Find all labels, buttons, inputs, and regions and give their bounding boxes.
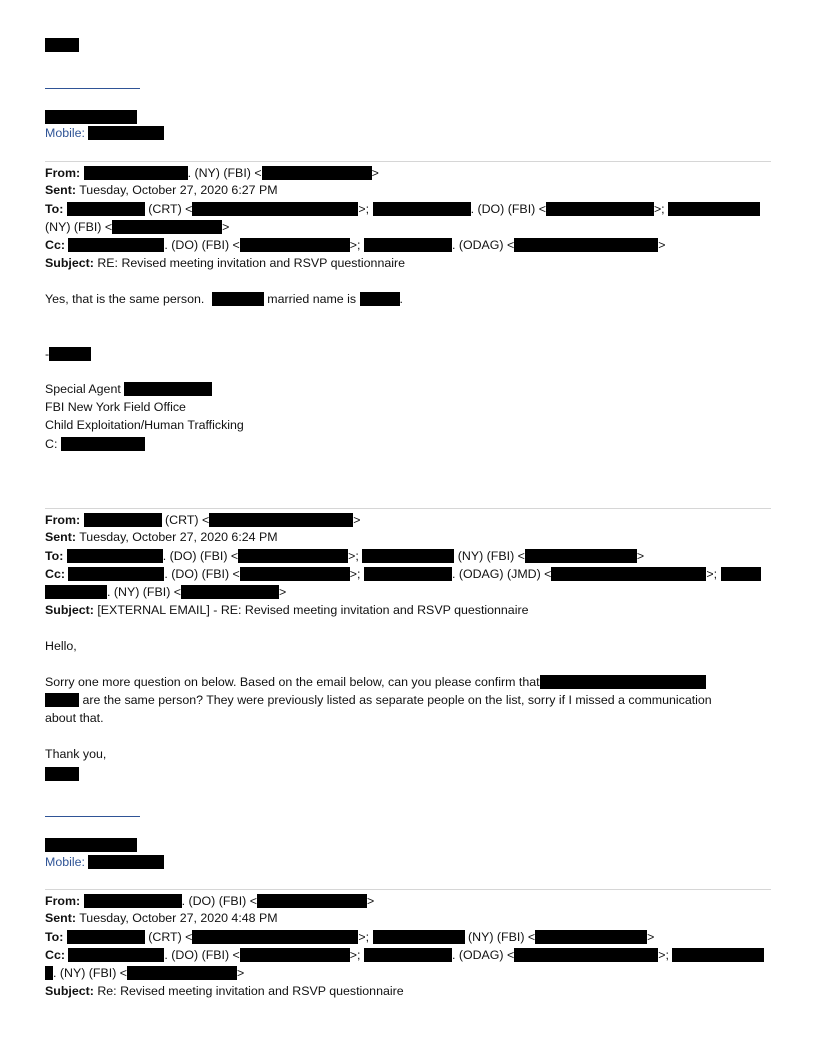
redaction xyxy=(209,513,353,527)
to-label: To: xyxy=(45,930,64,944)
subject-value: RE: Revised meeting invitation and RSVP questionnaire xyxy=(97,256,405,270)
redaction xyxy=(360,292,400,306)
cc-text: >; xyxy=(349,567,361,581)
signature-name-line xyxy=(45,347,91,362)
cc-text: . (NY) (FBI) < xyxy=(107,585,181,599)
from-line xyxy=(45,513,360,528)
from-label: From: xyxy=(45,166,81,180)
redaction xyxy=(514,238,658,252)
greeting: Hello, xyxy=(45,639,77,653)
to-line xyxy=(45,202,760,217)
redaction xyxy=(127,966,237,980)
bracket: > xyxy=(371,166,379,180)
redaction xyxy=(373,930,465,944)
redaction xyxy=(240,567,350,581)
redaction xyxy=(67,549,163,563)
cc-text: . (ODAG) < xyxy=(451,948,515,962)
to-text: > xyxy=(636,549,645,563)
to-text: . (DO) (FBI) < xyxy=(162,549,239,563)
to-text: > xyxy=(222,220,230,234)
redaction xyxy=(525,549,637,563)
subject-label: Subject: xyxy=(45,603,94,617)
signature-divider xyxy=(45,88,140,89)
to-text: >; xyxy=(653,202,665,216)
cc-line-continued xyxy=(45,585,286,600)
redaction xyxy=(45,767,79,781)
body-text: Sorry one more question on below. Based on the email below, can you please confirm that xyxy=(45,675,540,689)
to-label: To: xyxy=(45,549,64,563)
bracket: > xyxy=(366,894,375,908)
to-text: >; xyxy=(348,549,359,563)
redaction xyxy=(364,567,452,581)
redaction xyxy=(88,855,164,869)
cc-text: . (NY) (FBI) < xyxy=(53,966,127,980)
to-line xyxy=(45,549,644,564)
to-text: (NY) (FBI) < xyxy=(457,549,525,563)
cc-text: > xyxy=(658,238,666,252)
redaction xyxy=(49,347,91,361)
redaction xyxy=(535,930,647,944)
body-text: are the same person? They were previously listed as separate people on the list, sorry if I missed a communication xyxy=(82,693,712,707)
redaction xyxy=(546,202,654,216)
cc-line xyxy=(45,238,666,253)
from-suffix: . (NY) (FBI) < xyxy=(187,166,262,180)
redaction xyxy=(192,202,358,216)
redaction xyxy=(84,894,182,908)
to-text: > xyxy=(647,930,655,944)
signature-title xyxy=(45,382,212,397)
to-text: (CRT) < xyxy=(148,202,193,216)
to-text: (NY) (FBI) < xyxy=(45,220,113,234)
subject-line xyxy=(45,603,528,618)
redaction xyxy=(668,202,760,216)
sent-line xyxy=(45,911,278,926)
cc-text: >; xyxy=(349,948,361,962)
to-line xyxy=(45,930,654,945)
redaction xyxy=(88,126,164,140)
redaction xyxy=(67,930,145,944)
from-suffix: (CRT) < xyxy=(165,513,210,527)
redaction xyxy=(45,110,137,124)
redaction xyxy=(721,567,761,581)
signature-dash: - xyxy=(45,347,50,361)
closing: Thank you, xyxy=(45,747,107,761)
cc-text: > xyxy=(237,966,245,980)
sent-line xyxy=(45,183,278,198)
subject-value: [EXTERNAL EMAIL] - RE: Revised meeting invitation and RSVP questionnaire xyxy=(97,603,529,617)
redaction xyxy=(112,220,222,234)
redaction xyxy=(514,948,658,962)
to-text: >; xyxy=(358,202,370,216)
redaction xyxy=(551,567,706,581)
subject-line xyxy=(45,984,404,999)
redaction xyxy=(84,513,162,527)
cc-text: . (ODAG) < xyxy=(451,238,515,252)
redaction xyxy=(68,567,164,581)
redaction xyxy=(68,238,164,252)
subject-line xyxy=(45,256,405,271)
body-text: . xyxy=(399,292,403,306)
cc-text: . (DO) (FBI) < xyxy=(164,238,240,252)
redaction xyxy=(68,948,164,962)
subject-label: Subject: xyxy=(45,256,94,270)
signature-unit: Child Exploitation/Human Trafficking xyxy=(45,418,244,432)
mobile-line xyxy=(45,855,164,870)
header-separator xyxy=(45,889,771,890)
redaction xyxy=(373,202,471,216)
to-text: . (DO) (FBI) < xyxy=(470,202,546,216)
cc-text: >; xyxy=(706,567,718,581)
from-label: From: xyxy=(45,513,81,527)
redaction xyxy=(257,894,367,908)
signature-divider xyxy=(45,816,140,817)
body-line: about that. xyxy=(45,711,104,725)
from-label: From: xyxy=(45,894,81,908)
redaction xyxy=(362,549,454,563)
sent-label: Sent: xyxy=(45,911,76,925)
redaction xyxy=(672,948,764,962)
body-line xyxy=(45,292,403,307)
header-separator xyxy=(45,508,771,509)
subject-value: Re: Revised meeting invitation and RSVP questionnaire xyxy=(97,984,404,998)
sent-label: Sent: xyxy=(45,530,76,544)
redaction xyxy=(84,166,188,180)
cc-label: Cc: xyxy=(45,948,65,962)
cc-line-continued xyxy=(45,966,244,981)
redaction xyxy=(181,585,279,599)
body-line xyxy=(45,675,706,690)
cc-line xyxy=(45,567,761,582)
body-text: Yes, that is the same person. xyxy=(45,292,205,306)
redaction xyxy=(238,549,348,563)
from-suffix: . (DO) (FBI) < xyxy=(181,894,257,908)
redaction xyxy=(45,585,107,599)
redaction xyxy=(45,966,53,980)
mobile-label: Mobile: xyxy=(45,126,85,140)
redaction xyxy=(262,166,372,180)
bracket: > xyxy=(353,513,361,527)
cc-label: Cc: xyxy=(45,238,65,252)
body-text: married name is xyxy=(267,292,357,306)
to-line-continued xyxy=(45,220,229,235)
redaction xyxy=(45,693,79,707)
mobile-label: Mobile: xyxy=(45,855,85,869)
sent-value: Tuesday, October 27, 2020 6:27 PM xyxy=(79,183,278,197)
sent-line xyxy=(45,530,278,545)
cc-text: >; xyxy=(349,238,361,252)
to-text: >; xyxy=(358,930,370,944)
sent-value: Tuesday, October 27, 2020 6:24 PM xyxy=(79,530,278,544)
to-text: (NY) (FBI) < xyxy=(468,930,536,944)
to-label: To: xyxy=(45,202,64,216)
signature-cell-label: C: xyxy=(45,437,58,451)
from-line xyxy=(45,166,379,181)
cc-line xyxy=(45,948,764,963)
redaction xyxy=(212,292,264,306)
redaction xyxy=(45,838,137,852)
cc-text: . (DO) (FBI) < xyxy=(164,567,240,581)
cc-text: . (DO) (FBI) < xyxy=(164,948,240,962)
header-separator xyxy=(45,161,771,162)
redaction xyxy=(364,948,452,962)
sent-value: Tuesday, October 27, 2020 4:48 PM xyxy=(79,911,278,925)
mobile-line xyxy=(45,126,164,141)
sent-label: Sent: xyxy=(45,183,76,197)
redaction xyxy=(192,930,358,944)
redaction xyxy=(67,202,145,216)
signature-title-text: Special Agent xyxy=(45,382,121,396)
redaction xyxy=(45,38,79,52)
body-line xyxy=(45,693,712,708)
redaction xyxy=(240,948,350,962)
redaction xyxy=(364,238,452,252)
cc-text: . (ODAG) (JMD) < xyxy=(451,567,552,581)
cc-label: Cc: xyxy=(45,567,65,581)
from-line xyxy=(45,894,374,909)
redaction xyxy=(540,675,706,689)
subject-label: Subject: xyxy=(45,984,94,998)
to-text: (CRT) < xyxy=(148,930,193,944)
cc-text: >; xyxy=(658,948,669,962)
signature-office: FBI New York Field Office xyxy=(45,400,186,414)
signature-cell xyxy=(45,437,145,452)
redaction xyxy=(240,238,350,252)
redaction xyxy=(124,382,212,396)
cc-text: > xyxy=(279,585,287,599)
redaction xyxy=(61,437,145,451)
